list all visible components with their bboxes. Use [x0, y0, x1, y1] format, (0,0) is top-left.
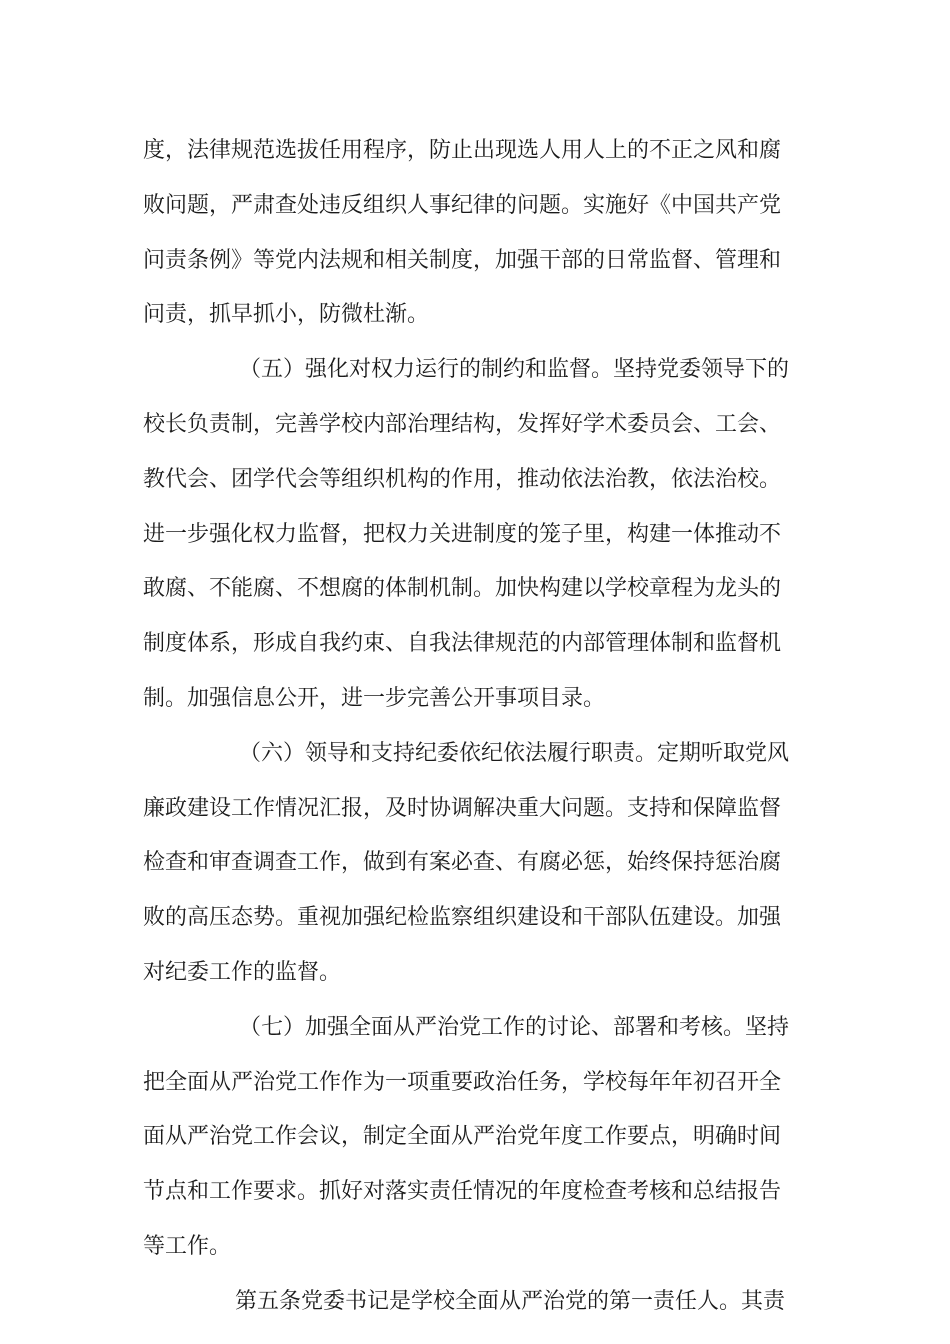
- text-line: 问责，抓早抓小，防微杜渐。: [143, 302, 430, 328]
- text-line: 节点和工作要求。抓好对落实责任情况的年度检查考核和总结报告: [143, 1179, 782, 1205]
- text-line: 面从严治党工作会议，制定全面从严治党年度工作要点，明确时间: [143, 1124, 782, 1150]
- text-line: 败问题，严肃查处违反组织人事纪律的问题。实施好《中国共产党: [143, 192, 782, 218]
- text-line: 检查和审查调查工作，做到有案必查、有腐必惩，始终保持惩治腐: [143, 850, 782, 876]
- text-line: 敢腐、不能腐、不想腐的体制机制。加快构建以学校章程为龙头的: [143, 576, 782, 602]
- text-line: 校长负责制，完善学校内部治理结构，发挥好学术委员会、工会、: [143, 411, 782, 437]
- text-line: 问责条例》等党内法规和相关制度，加强干部的日常监督、管理和: [143, 247, 782, 273]
- section-heading-line: （六）领导和支持纪委依纪依法履行职责。定期听取党风: [239, 740, 790, 766]
- section-heading-line: （五）强化对权力运行的制约和监督。坚持党委领导下的: [239, 357, 790, 383]
- text-line: 等工作。: [143, 1233, 232, 1259]
- text-line: 制度体系，形成自我约束、自我法律规范的内部管理体制和监督机: [143, 631, 782, 657]
- text-line: 度，法律规范选拔任用程序，防止出现选人用人上的不正之风和腐: [143, 138, 782, 163]
- text-line: 制。加强信息公开，进一步完善公开事项目录。: [143, 685, 606, 711]
- text-line: 教代会、团学代会等组织机构的作用，推动依法治教，依法治校。: [143, 466, 782, 492]
- text-line: 廉政建设工作情况汇报，及时协调解决重大问题。支持和保障监督: [143, 795, 782, 821]
- text-line: 败的高压态势。重视加强纪检监察组织建设和干部队伍建设。加强: [143, 905, 782, 931]
- article-line: 第五条党委书记是学校全面从严治党的第一责任人。其责: [235, 1288, 786, 1314]
- text-line: 进一步强化权力监督，把权力关进制度的笼子里，构建一体推动不: [143, 521, 782, 547]
- section-heading-line: （七）加强全面从严治党工作的讨论、部署和考核。坚持: [239, 1014, 790, 1040]
- text-line: 对纪委工作的监督。: [143, 959, 342, 985]
- document-body: [143, 124, 808, 1330]
- text-line: 把全面从严治党工作作为一项重要政治任务，学校每年年初召开全: [143, 1069, 782, 1095]
